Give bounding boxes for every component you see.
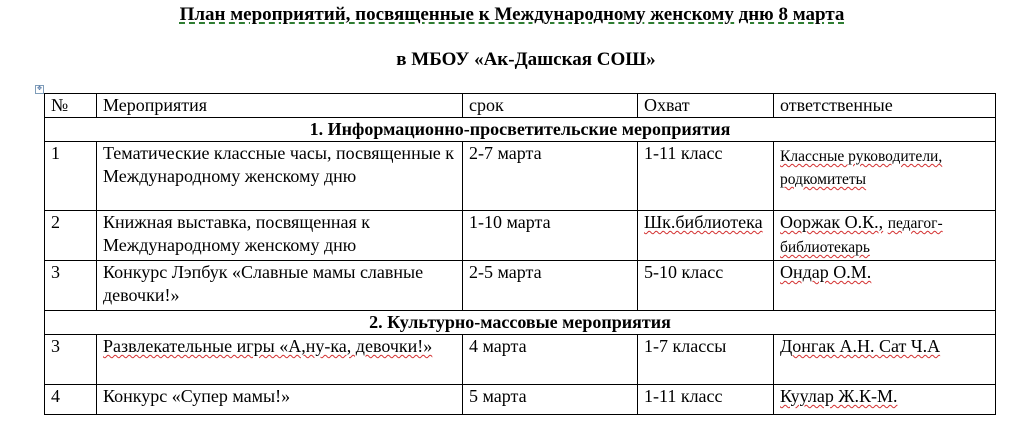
- header-term: срок: [463, 94, 638, 118]
- cell-number: 2: [45, 211, 97, 261]
- cell-event: Книжная выставка, посвященная к Международному женскому дню: [97, 211, 463, 261]
- cell-responsible: [774, 335, 996, 385]
- cell-responsible: [774, 211, 996, 261]
- section-row: [45, 118, 996, 142]
- table-row: [45, 385, 996, 415]
- table-header-row: [45, 94, 996, 118]
- section-row: [45, 311, 996, 335]
- cell-term: 4 марта: [463, 335, 638, 385]
- cell-term: 2-7 марта: [463, 142, 638, 211]
- header-event: Мероприятия: [97, 94, 463, 118]
- cell-number: 4: [45, 385, 97, 415]
- cell-scope: 1-11 класс: [638, 385, 774, 415]
- cell-scope: [638, 211, 774, 261]
- event-text: Развлекательные игры «А,ну-ка, девочки!»: [103, 336, 433, 356]
- cell-scope: 1-11 класс: [638, 142, 774, 211]
- cell-term: 1-10 марта: [463, 211, 638, 261]
- event-text: Конкурс Лэпбук «Славные мамы славные девочки!»: [103, 262, 424, 305]
- cell-event: [97, 261, 463, 311]
- table-row: [45, 211, 996, 261]
- responsible-text: Классные руководители, родкомитеты: [780, 148, 943, 188]
- events-table: [44, 93, 996, 415]
- cell-responsible: [774, 142, 996, 211]
- cell-number: 3: [45, 261, 97, 311]
- cell-scope: 1-7 классы: [638, 335, 774, 385]
- cell-term: 5 марта: [463, 385, 638, 415]
- table-row: [45, 261, 996, 311]
- cell-scope: 5-10 класс: [638, 261, 774, 311]
- header-number: №: [45, 94, 97, 118]
- cell-event: Тематические классные часы, посвященные к Международному женскому дню: [97, 142, 463, 211]
- header-responsible: ответственные: [774, 94, 996, 118]
- cell-event: Конкурс «Супер мамы!»: [97, 385, 463, 415]
- section-title-1: 1. Информационно-просветительские мероприятия: [45, 118, 996, 142]
- cell-responsible: [774, 261, 996, 311]
- responsible-text: Куулар Ж.К-М.: [780, 386, 898, 406]
- cell-term: 2-5 марта: [463, 261, 638, 311]
- table-row: [45, 335, 996, 385]
- cell-number: 1: [45, 142, 97, 211]
- header-scope: Охват: [638, 94, 774, 118]
- table-row: [45, 142, 996, 211]
- move-table-icon[interactable]: ✥: [36, 86, 43, 92]
- cell-number: 3: [45, 335, 97, 385]
- cell-event: [97, 335, 463, 385]
- responsible-role: педагог-библиотекарь: [780, 215, 943, 256]
- responsible-name: Ооржак О.К.,: [780, 212, 884, 232]
- responsible-text: Донгак А.Н. Сат Ч.А: [780, 336, 941, 356]
- responsible-text: Ондар О.М.: [780, 262, 872, 282]
- scope-text: Шк.библиотека: [644, 212, 763, 232]
- section-title-2: 2. Культурно-массовые мероприятия: [45, 311, 996, 335]
- document-subtitle: в МБОУ «Ак-Дашская СОШ»: [396, 49, 656, 70]
- document-title: План мероприятий, посвященные к Международному женскому дню 8 марта: [179, 4, 845, 25]
- cell-responsible: [774, 385, 996, 415]
